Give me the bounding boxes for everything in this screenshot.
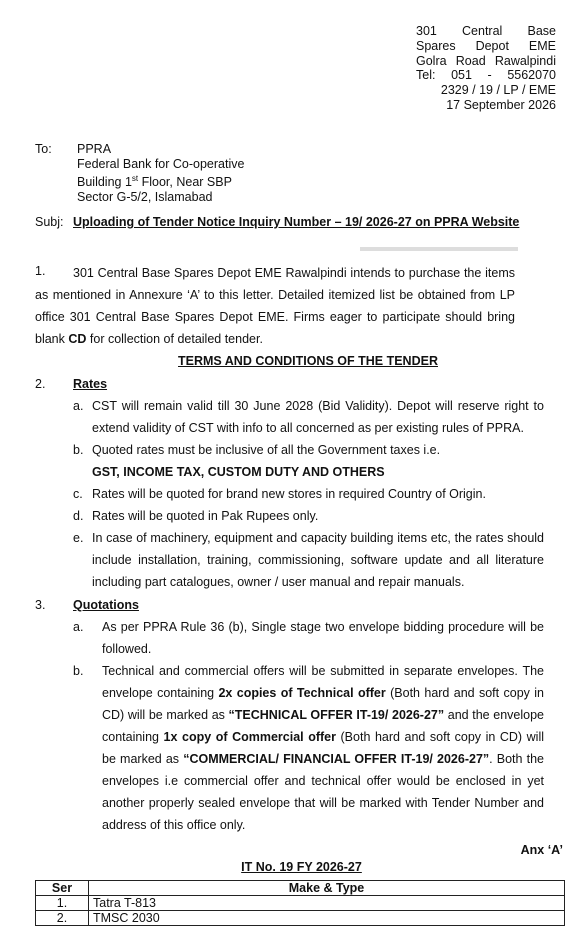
quotations-heading: Quotations (73, 598, 139, 612)
rates-e-text: In case of machinery, equipment and capacity building items etc, the rates should include installation, training, commissioning, software update and all literature including part catalogues, owner / user manual and repair manuals. (92, 531, 544, 589)
sender-line-3: Golra Road Rawalpindi (416, 53, 556, 68)
recipient-address (77, 142, 244, 204)
row-ser: 2. (36, 911, 89, 926)
letter-date: 17 September 2026 (446, 97, 556, 112)
table-row (36, 911, 565, 926)
sender-phone: Tel: 051 - 5562070 (416, 68, 556, 83)
sender-line-2: Spares Depot EME (416, 38, 556, 53)
recipient-line-3-sup: st (131, 173, 139, 183)
para-1-number: 1. (35, 264, 46, 278)
rates-c-text: Rates will be quoted for brand new stores in required Country of Origin. (92, 487, 486, 501)
terms-heading: TERMS AND CONDITIONS OF THE TENDER (178, 354, 438, 368)
sender-address (416, 24, 556, 113)
recipient-line-3-rest: Floor, Near SBP (138, 174, 232, 189)
quotations-a-text: As per PPRA Rule 36 (b), Single stage two envelope bidding procedure will be followed. (102, 620, 544, 656)
rates-b-label: b. (73, 443, 84, 457)
to-label: To: (35, 142, 52, 156)
table-row (36, 896, 565, 911)
sender-line-1: 301 Central Base (416, 24, 556, 38)
recipient-line-3 (77, 172, 244, 190)
rates-b-taxes: GST, INCOME TAX, CUSTOM DUTY AND OTHERS (92, 465, 385, 479)
quotations-b-label: b. (73, 664, 84, 678)
annex-label: Anx ‘A’ (520, 843, 563, 857)
subject-text: Uploading of Tender Notice Inquiry Number – 19/ 2026-27 on PPRA Website (73, 215, 520, 229)
quotations-b-part-5: . Both the envelopes i.e commercial offer and technical offer would be enclosed in yet another properly sealed envelope that will be marked with Tender Number and address of this office only. (102, 752, 544, 832)
rates-d-text: Rates will be quoted in Pak Rupees only. (92, 509, 319, 523)
para-1-text (35, 262, 515, 350)
quotations-b-commercial-label: “COMMERCIAL/ FINANCIAL OFFER IT-19/ 2026-27” (183, 752, 490, 766)
rates-b-text: Quoted rates must be inclusive of all the Government taxes i.e. (92, 443, 441, 457)
rates-number: 2. (35, 377, 46, 391)
recipient-line-4: Sector G-5/2, Islamabad (77, 189, 213, 204)
recipient-line-1: PPRA (77, 142, 112, 156)
rates-c-label: c. (73, 487, 83, 501)
para-1-cd: CD (68, 332, 87, 346)
header-ser: Ser (36, 881, 89, 896)
row-ser: 1. (36, 896, 89, 911)
table-header-row (36, 881, 565, 896)
quotations-b-part-3: and the envelope containing (102, 708, 544, 744)
recipient-line-3-text: Building 1 (77, 174, 132, 189)
row-item: TMSC 2030 (89, 911, 565, 926)
quotations-b-part-2: (Both hard and soft copy in CD) will be marked as (102, 686, 544, 722)
quotations-b-technical-copies: 2x copies of Technical offer (218, 686, 386, 700)
quotations-b-text (102, 660, 544, 836)
row-item: Tatra T-813 (89, 896, 565, 911)
subject-label: Subj: (35, 215, 64, 229)
para-1-end: for collection of detailed tender. (86, 332, 263, 346)
rates-a-label: a. (73, 399, 84, 413)
header-make-type: Make & Type (89, 881, 565, 896)
quotations-b-technical-label: “TECHNICAL OFFER IT-19/ 2026-27” (228, 708, 445, 722)
quotations-b-part-1: Technical and commercial offers will be submitted in separate envelopes. The envelope containing (102, 664, 544, 700)
quotations-a-label: a. (73, 620, 84, 634)
quotations-b-part-4: (Both hard and soft copy in CD) will be marked as (102, 730, 544, 766)
recipient-line-2: Federal Bank for Co-operative (77, 156, 245, 171)
rates-e-label: e. (73, 531, 84, 545)
reference-number: 2329 / 19 / LP / EME (440, 83, 556, 98)
annex-title: IT No. 19 FY 2026-27 (241, 860, 362, 874)
quotations-number: 3. (35, 598, 46, 612)
para-1-body: 301 Central Base Spares Depot EME Rawalpindi intends to purchase the items as mentioned in Annexure ‘A’ to this letter. Detailed itemized list be obtained from LP office 301 Central Base Spares Depot EME. Firms eager to participate should bring blank (35, 266, 515, 346)
rates-a-text: CST will remain valid till 30 June 2028 (Bid Validity). Depot will reserve right to extend validity of CST with info to all concerned as per existing rules of PPRA. (92, 399, 544, 435)
faint-stamp-mark (360, 244, 518, 254)
rates-heading: Rates (73, 377, 108, 391)
quotations-b-commercial-copies: 1x copy of Commercial offer (163, 730, 336, 744)
items-table (35, 880, 565, 926)
rates-d-label: d. (73, 509, 84, 523)
